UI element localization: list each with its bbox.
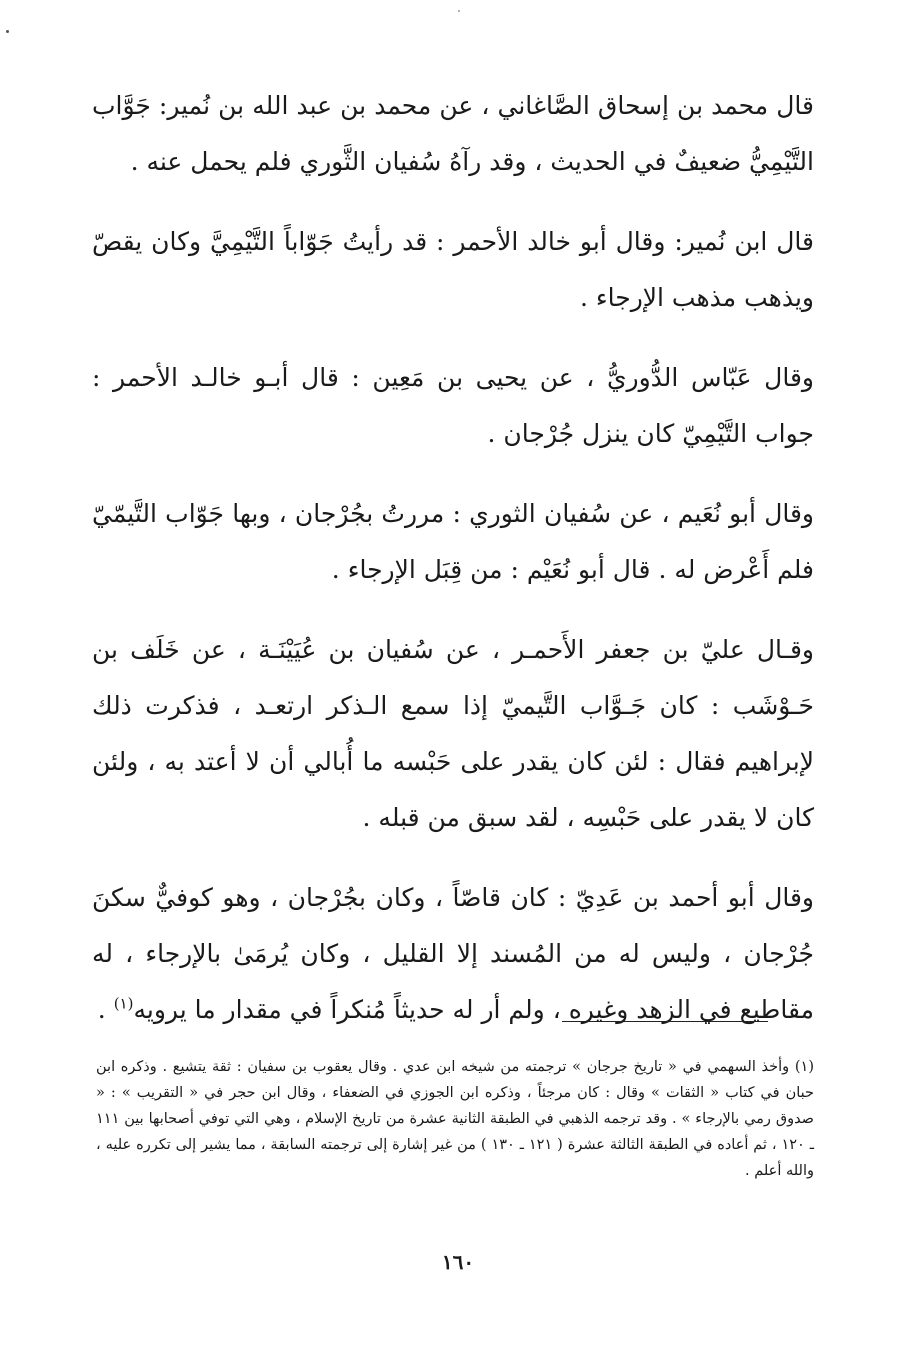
- paragraph-1: قال محمد بن إسحاق الصَّاغاني ، عن محمد بن عبد الله بن نُمير: جَوَّاب التَّيْمِيُّ ضعيفٌ في الحديث ، وقد رآهُ سُفيان الثَّوري فلم يحمل عنه .: [92, 91, 814, 176]
- paragraph-2: قال ابن نُمير: وقال أبو خالد الأحمر : قد رأيتُ جَوّاباً التَّيْمِيَّ وكان يقصّ ويذهب مذهب الإرجاء .: [92, 227, 814, 312]
- paragraph-3: وقال عَبّاس الدُّوريُّ ، عن يحيى بن مَعِين : قال أبـو خالـد الأحمر : جواب التَّيْمِيّ كان ينزل جُرْجان .: [92, 363, 814, 448]
- scan-dot: [458, 10, 460, 12]
- page-number: ١٦٠: [441, 1250, 475, 1274]
- footnote-separator: [562, 1021, 768, 1022]
- scan-corner-mark: [6, 30, 9, 33]
- footnote: (١) وأخذ السهمي في « تاريخ جرجان » ترجمته من شيخه ابن عدي . وقال يعقوب بن سفيان : ثقة يتشيع . وذكره ابن حبان في كتاب « الثقات » وقال : كان مرجئاً ، وذكره ابن الجوزي في الضعفاء ، وقال ابن حجر في « التقريب » : « صدوق رمي بالإرجاء » . وقد ترجمه الذهبي في الطبقة الثانية عشرة من تاريخ الإسلام ، وهي التي توفي أصحابها بين ١١١ ـ ١٢٠ ، ثم أعاده في الطبقة الثالثة عشرة ( ١٢١ ـ ١٣٠ ) من غير إشارة إلى ترجمته السابقة ، مما يشير إلى تكرره عليه ، والله أعلم .: [96, 1059, 815, 1179]
- footnote-reference[interactable]: (١): [113, 994, 134, 1013]
- paragraph-4: وقال أبو نُعَيم ، عن سُفيان الثوري : مررتُ بجُرْجان ، وبها جَوّاب التَّيمّيّ فلم أَعْرض له . قال أبو نُعَيْم : من قِبَل الإرجاء .: [92, 499, 814, 584]
- paragraph-6-text: وقال أبو أحمد بن عَدِيّ : كان قاصّاً ، وكان بجُرْجان ، وهو كوفيٌّ سكنَ جُرْجان ، وليس له من المُسند إلا القليل ، وكان يُرمَىٰ بالإرجاء ، له مقاطيع في الزهد وغيره ، ولم أر له حديثاً مُنكراً في مقدار ما يرويه: [92, 883, 814, 1024]
- main-text-body: [92, 78, 814, 1062]
- paragraph-5: وقـال عليّ بن جعفر الأَحمـر ، عن سُفيان بن عُيَيْنَـة ، عن خَلَف بن حَـوْشَب : كان جَـوَّاب التَّيميّ إذا سمع الـذكر ارتعـد ، فذكرت ذلك لإبراهيم فقال : لئن كان يقدر على حَبْسه ما أُبالي أن لا أعتد به ، ولئن كان لا يقدر على حَبْسِه ، لقد سبق من قبله .: [92, 635, 814, 832]
- paragraph-6: [92, 870, 814, 1038]
- paragraph-6-tail: .: [97, 995, 114, 1024]
